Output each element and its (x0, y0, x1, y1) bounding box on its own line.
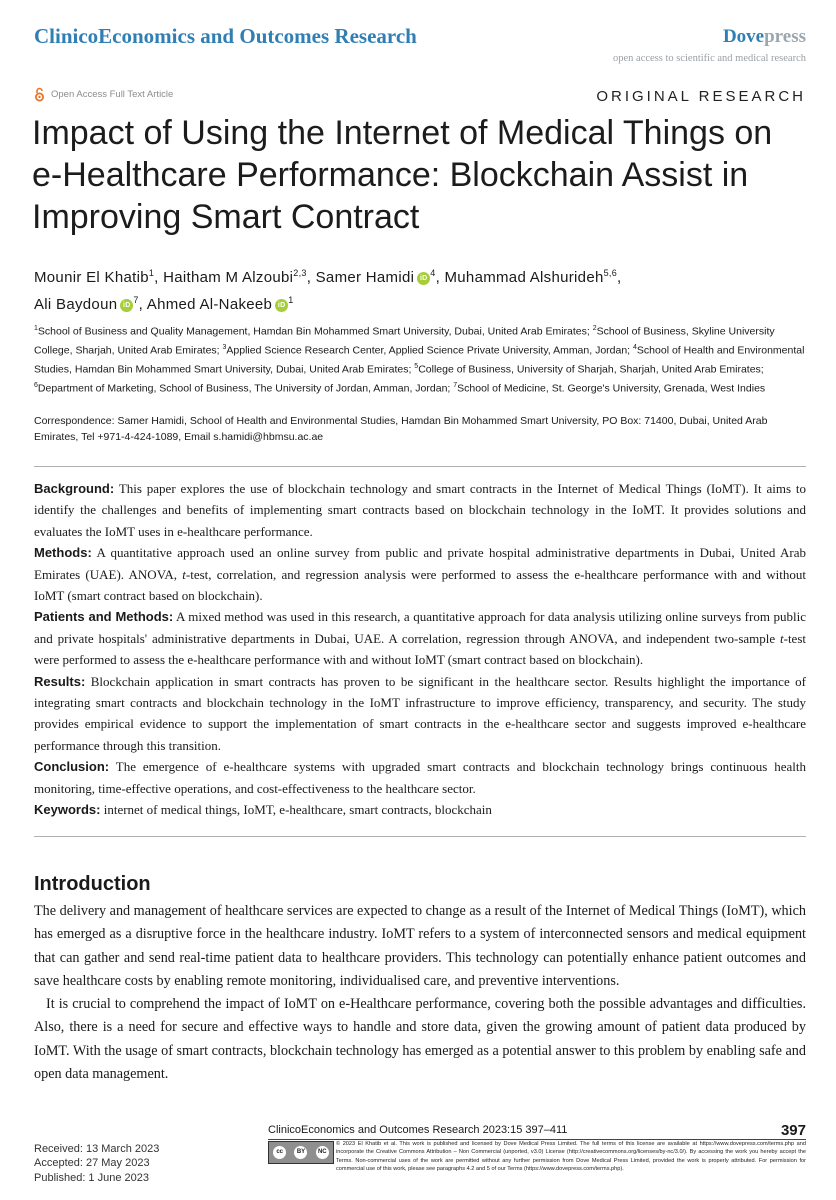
author-separator: , (306, 269, 316, 286)
received-date: Received: 13 March 2023 (34, 1143, 160, 1155)
open-access-icon (34, 87, 45, 102)
keywords-label: Keywords: (34, 802, 101, 818)
affiliation-number: 4 (633, 344, 637, 352)
author-name[interactable]: Samer Hamidi (315, 269, 415, 286)
affiliation-number: 2 (592, 325, 597, 332)
background-text: This paper explores the use of blockchain technology and smart contracts in the Internet of Medical Things (IoMT). It aims to identify the challenges and benefits of implementing smart contracts based on blockchain technology in the IoMT. It provides solutions and evaluates the IoMT uses in e-healthcare performance. (34, 481, 807, 539)
affiliation-text: Department of Marketing, School of Business, The University of Jordan, Amman, Jordan; (37, 382, 454, 395)
intro-paragraph-1: The delivery and management of healthcare services are expected to change as a result of the Internet of Medical Things (IoMT), which has emerged as a disruptive force in the healthcare industry. IoMT refers to a system of interconnected sensors and medical equipment that can gather and send real-time patient data to healthcare providers. This technology can potentially enhance patient outcomes and save healthcare costs by enabling remote monitoring, individualised care, and preventive interventions. (34, 903, 806, 989)
abstract (34, 478, 806, 821)
article-dates (34, 1142, 159, 1185)
author-affiliation-sup: 1 (288, 295, 294, 305)
results-text: Blockchain application in smart contracts has proven to be significant in the healthcare sector. Results highlight the importance of integrating smart contracts and blockchain technology in the IoMT infrastructure to improve efficiency, transparency, and security. The study provides empirical evidence to support the implementation of smart contracts in the e-healthcare sector and suggests improved e-healthcare performance through this transition. (34, 673, 807, 753)
abstract-keywords (34, 799, 806, 820)
intro-paragraph-2: It is crucial to comprehend the impact of IoMT on e-Healthcare performance, covering both the possible advantages and difficulties. Also, there is a need for secure and effective ways to handle and store data, given the growing amount of patient data produced by IoMT. With the usage of smart contracts, blockchain technology has emerged as a potential answer to this problem by enabling safe and open data management. (34, 996, 806, 1083)
affiliations (34, 321, 809, 397)
affiliation-number: 3 (222, 344, 227, 352)
abstract-background (34, 478, 806, 542)
author-name[interactable]: Muhammad Alshurideh (444, 269, 604, 286)
author-list (34, 262, 814, 316)
abstract-patients-methods (34, 606, 806, 670)
correspondence: Correspondence: Samer Hamidi, School of Health and Environmental Studies, Hamdan Bin Mohammed Smart University, PO Box: 71400, Dubai, United Arab Emirates, Tel +971-4-424-1089, Email s.hamidi@hbmsu.ac.ae (34, 415, 768, 443)
publisher-press: press (764, 26, 806, 47)
orcid-icon[interactable]: iD (417, 272, 430, 285)
accepted-date: Accepted: 27 May 2023 (34, 1157, 150, 1170)
affiliation-number: 6 (34, 382, 38, 390)
license-text: © 2023 El Khatib et al. This work is published and licensed by Dove Medical Press Limited. The full terms of this license are available at https://www.dovepress.com/terms.php and incorporate the Creative Commons Attribution – Non Commercial (unported, v3.0) License (http://creativecommons.org/licenses/by-nc/3.0/). By accessing the work you hereby accept the Terms. Non-commercial uses of the work are permitted without any further permission from Dove Medical Press Limited, provided the work is properly attributed. For permission for commercial use of this work, please see paragraphs 4.2 and 5 of our Terms (https://www.dovepress.com/terms.php). (336, 1141, 806, 1173)
author-affiliation-sup: 1 (148, 268, 155, 278)
orcid-icon[interactable]: iD (275, 299, 288, 312)
affiliation-text: School of Business, Skyline University College, Sharjah, United Arab Emirates; (34, 325, 775, 357)
affiliation-number: 1 (34, 325, 38, 332)
journal-name[interactable]: ClinicoEconomics and Outcomes Research (34, 24, 417, 48)
affiliation-number: 7 (453, 382, 458, 390)
open-access-label (34, 87, 173, 102)
affiliation-text: School of Business and Quality Management, Hamdan Bin Mohammed Smart University, Dubai, United Arab Emirates; (37, 325, 593, 338)
abstract-methods (34, 542, 806, 606)
affiliation-text: School of Medicine, St. George's University, Grenada, West Indies (457, 382, 766, 395)
patients-label: Patients and Methods: (34, 609, 174, 625)
conclusion-label: Conclusion: (34, 759, 110, 775)
footer-citation[interactable]: ClinicoEconomics and Outcomes Research 2023:15 397–411 (268, 1124, 568, 1136)
introduction-heading: Introduction (34, 873, 151, 895)
open-access-text: Open Access Full Text Article (51, 89, 174, 100)
affiliation-text: College of Business, University of Sharjah, Sharjah, United Arab Emirates; (418, 363, 764, 376)
author-affiliation-sup: 2,3 (293, 268, 307, 278)
publisher-tagline: open access to scientific and medical research (613, 53, 806, 64)
patients-t: t (779, 630, 784, 646)
orcid-icon[interactable]: iD (120, 299, 133, 312)
article-type: ORIGINAL RESEARCH (596, 88, 806, 105)
keywords-text: internet of medical things, IoMT, e-healthcare, smart contracts, blockchain (103, 802, 492, 818)
publisher-dove: Dove (722, 26, 765, 47)
introduction-body (34, 900, 806, 1086)
affiliation-number: 5 (414, 363, 419, 371)
author-separator: , (154, 269, 164, 286)
results-label: Results: (34, 673, 86, 689)
methods-t: t (182, 566, 186, 582)
nc-icon: NC (316, 1146, 329, 1159)
author-affiliation-sup: 4 (430, 268, 436, 278)
abstract-top-rule (34, 466, 806, 467)
abstract-conclusion (34, 756, 806, 799)
author-separator: , (138, 296, 147, 313)
abstract-bottom-rule (34, 836, 806, 837)
affiliation-text: School of Health and Environmental Studies, Hamdan Bin Mohammed Smart University, Dubai, United Arab Emirates; (34, 344, 805, 376)
author-name[interactable]: Mounir El Khatib (34, 269, 149, 286)
cc-icon: cc (273, 1146, 286, 1159)
author-separator: , (435, 269, 445, 286)
background-label: Background: (34, 481, 115, 496)
author-name[interactable]: Ali Baydoun (34, 296, 118, 313)
conclusion-text: The emergence of e-healthcare systems with upgraded smart contracts and blockchain technology brings continuous health monitoring, time-effective operations, and cost-effectiveness to the healthcare sector. (34, 759, 807, 796)
methods-label: Methods: (34, 545, 92, 561)
patients-text-b: -test were performed to assess the e-healthcare performance with and without IoMT (smart contract based on blockchain). (34, 630, 806, 668)
author-separator: , (617, 269, 622, 286)
abstract-results (34, 671, 806, 757)
patients-text-a: A mixed method was used in this research, a quantitative approach for data analysis utilizing online surveys from public and private hospitals' administrative departments in Dubai, UAE. A correlation, regression through ANOVA, and independent two-sample (34, 609, 806, 646)
methods-text-a: A quantitative approach used an online survey from public and private hospital administrative departments in Dubai, United Arab Emirates (UAE). ANOVA, (34, 545, 806, 582)
author-name[interactable]: Haitham M Alzoubi (163, 269, 294, 286)
page-number: 397 (780, 1122, 806, 1139)
cc-license-icon[interactable] (268, 1141, 334, 1164)
methods-text-b: -test, correlation, and regression analysis were performed to assess the e-healthcare performance with and without IoMT (smart contract based on blockchain). (34, 566, 806, 604)
author-affiliation-sup: 5,6 (603, 268, 618, 278)
author-affiliation-sup: 7 (133, 295, 139, 305)
article-title: Impact of Using the Internet of Medical Things on e-Healthcare Performance: Blockchain Assist in Improving Smart Contract (32, 114, 773, 236)
published-date: Published: 1 June 2023 (34, 1171, 149, 1184)
affiliation-text: Applied Science Research Center, Applied Science Private University, Amman, Jordan; (226, 344, 634, 357)
author-name[interactable]: Ahmed Al-Nakeeb (146, 296, 273, 313)
by-icon: BY (294, 1146, 307, 1159)
publisher-logo[interactable] (723, 26, 806, 48)
